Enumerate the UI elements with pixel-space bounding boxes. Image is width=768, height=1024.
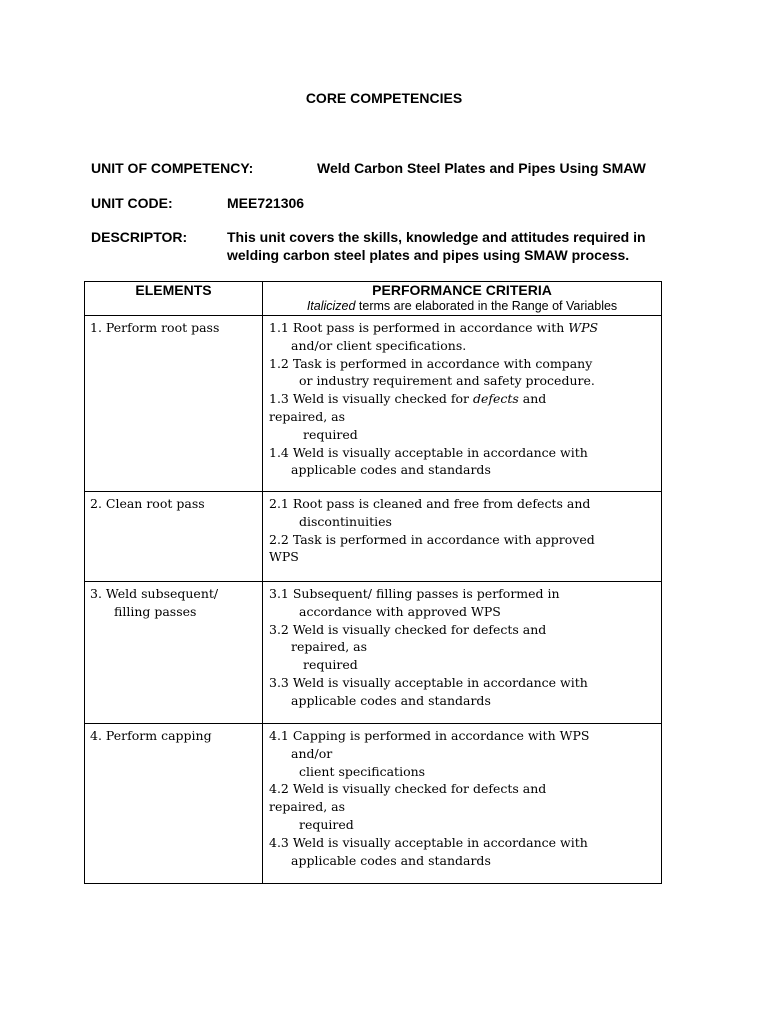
element-name: 1. Perform root pass [90,320,220,335]
page-title: CORE COMPETENCIES [305,90,463,106]
header-pc-subtitle [263,298,661,315]
criterion-text: and [518,391,547,407]
criterion: 3.2 Weld is visually checked for defects and [269,621,547,637]
criterion-cont: required [303,426,358,442]
criterion-cont: discontinuities [299,513,392,529]
criterion-text: 1.1 Root pass is performed in accordance with [269,320,569,335]
table-row [85,492,662,582]
criterion: 2.2 Task is performed in accordance with approved [269,531,595,547]
criterion-cont: and/or [291,745,333,761]
header-performance-criteria [263,282,662,316]
criteria-cell [263,582,662,724]
descriptor-value [227,228,697,264]
header-pc-title: PERFORMANCE CRITERIA [372,282,552,298]
criterion: 3.1 Subsequent/ filling passes is performed in [269,586,560,601]
table-row [85,724,662,884]
competency-table [84,281,662,884]
criterion [269,390,659,408]
criterion-cont: repaired, as [291,639,368,655]
criteria-cell [263,724,662,884]
criterion-cont: client specifications [299,763,426,779]
descriptor-label: DESCRIPTOR: [91,229,188,245]
descriptor-line-2: welding carbon steel plates and pipes using SMAW process. [227,247,630,263]
criterion-cont: applicable codes and standards [291,462,491,478]
criterion-cont: required [299,816,354,832]
criterion [269,319,659,337]
criterion: 4.1 Capping is performed in accordance with WPS [269,728,590,743]
criteria-cell [263,492,662,582]
criterion: 1.4 Weld is visually acceptable in accordance with [269,444,588,460]
criterion-cont: repaired, as [269,799,346,815]
table-header-row [85,282,662,316]
header-pc-rest: terms are elaborated in the Range of Variables [355,299,618,313]
unit-code-value: MEE721306 [227,195,305,211]
criterion-cont: and/or client specifications. [291,337,467,353]
element-name: 2. Clean root pass [90,496,205,511]
element-name: 4. Perform capping [90,728,212,743]
unit-of-competency-label: UNIT OF COMPETENCY: [91,160,254,176]
criterion-cont: required [303,657,358,673]
criterion-italic: defects [472,391,519,407]
unit-code-label: UNIT CODE: [91,195,173,211]
criterion-cont: or industry requirement and safety procedure. [299,373,595,389]
element-cell [85,582,263,724]
unit-of-competency-value: Weld Carbon Steel Plates and Pipes Using SMAW [317,160,646,176]
header-elements: ELEMENTS [85,282,263,316]
criterion: 4.3 Weld is visually acceptable in accordance with [269,834,588,850]
element-cell [85,492,263,582]
element-name: 3. Weld subsequent/ [90,586,219,601]
criterion-cont: applicable codes and standards [291,692,491,708]
criterion-cont: applicable codes and standards [291,852,491,868]
table-row [85,582,662,724]
criterion: 1.2 Task is performed in accordance with company [269,355,593,371]
criterion-cont: accordance with approved WPS [299,603,501,619]
element-cell [85,724,263,884]
criterion-text: 1.3 Weld is visually checked for [269,391,473,407]
criterion-cont: WPS [269,549,299,565]
element-cell [85,316,263,492]
criterion-cont: repaired, as [269,408,346,424]
criteria-cell [263,316,662,492]
criterion-italic: WPS [568,320,599,335]
table-row [85,316,662,492]
criterion: 3.3 Weld is visually acceptable in accordance with [269,674,588,690]
criterion: 4.2 Weld is visually checked for defects and [269,781,547,797]
header-pc-italic: Italicized [306,299,356,313]
element-name-cont: filling passes [114,603,197,619]
criterion: 2.1 Root pass is cleaned and free from defects and [269,496,591,511]
descriptor-line-1: This unit covers the skills, knowledge and attitudes required in [227,229,646,245]
